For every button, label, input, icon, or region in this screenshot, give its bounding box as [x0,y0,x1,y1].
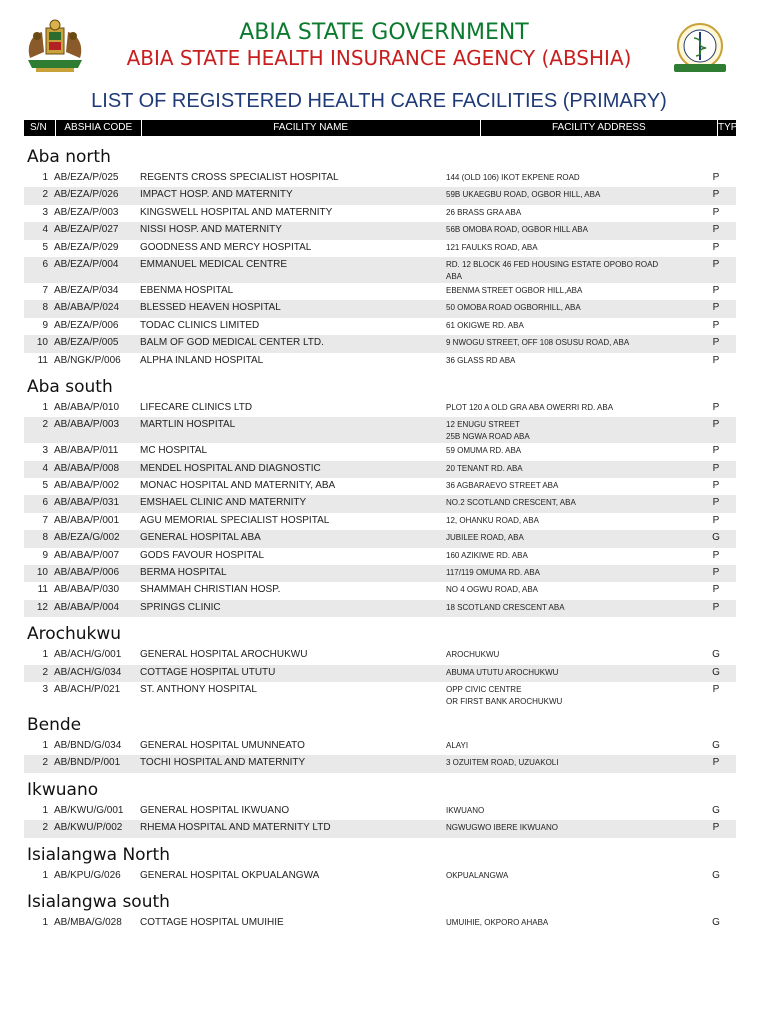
row-facility-address [446,320,696,335]
row-sn: 1 [42,739,48,751]
address-line: 56B OMOBA ROAD, OGBOR HILL ABA [446,225,588,235]
row-facility-address [446,740,696,755]
row-type: P [712,172,720,183]
table-row [24,417,736,443]
address-line: NO.2 SCOTLAND CRESCENT, ABA [446,498,576,508]
table-row [24,600,736,617]
row-facility-name: MC HOSPITAL [140,445,208,457]
row-facility-name: BALM OF GOD MEDICAL CENTER LTD. [140,337,324,349]
row-type: P [712,319,720,331]
row-facility-address [446,567,696,582]
section-title: Bende [27,714,82,735]
row-facility-name: KINGSWELL HOSPITAL AND MATERNITY [140,206,333,218]
row-code: AB/EZA/G/002 [54,532,120,544]
facilities-table [24,140,736,932]
row-code: AB/NGK/P/006 [54,354,121,366]
address-line: 12, OHANKU ROAD, ABA [446,515,539,525]
row-facility-name: GENERAL HOSPITAL IKWUANO [140,804,290,816]
row-sn: 2 [42,822,48,834]
address-line: 50 OMOBA ROAD OGBORHILL, ABA [446,303,581,313]
row-code: AB/EZA/P/003 [54,206,119,218]
table-row [24,820,736,837]
row-type: P [712,757,720,769]
row-facility-name: MENDEL HOSPITAL AND DIAGNOSTIC [140,462,321,474]
row-sn: 6 [42,258,48,270]
address-line: 160 AZIKIWE RD. ABA [446,550,528,560]
row-type: G [712,532,720,544]
row-code: AB/ABA/P/010 [54,401,120,413]
address-line: IKWUANO [446,805,485,815]
row-sn: 1 [42,804,48,816]
column-header-code: ABSHIA CODE [56,120,142,136]
column-header-address: FACILITY ADDRESS [481,120,718,136]
row-type: P [712,584,720,596]
row-type: G [712,666,720,678]
section-title: Ikwuano [27,779,99,800]
row-sn: 1 [42,401,48,413]
row-code: AB/KWU/P/002 [54,822,123,834]
row-sn: 11 [37,584,48,596]
row-facility-address [446,550,696,565]
row-facility-name: TOCHI HOSPITAL AND MATERNITY [140,757,306,769]
address-line: 36 GLASS RD ABA [446,355,516,365]
address-line: 61 OKIGWE RD. ABA [446,320,524,330]
table-row [24,353,736,370]
row-facility-address [446,822,696,837]
row-facility-address [446,172,696,187]
row-type: G [712,739,720,751]
row-code: AB/KPU/G/026 [54,869,121,881]
row-type: P [712,567,720,579]
table-row [24,222,736,239]
row-facility-address [446,584,696,599]
address-line: 36 AGBARAEVO STREET ABA [446,481,559,491]
address-line: OR FIRST BANK AROCHUKWU [446,696,563,706]
address-line: 25B NGWA ROAD ABA [446,432,530,442]
row-code: AB/ABA/P/024 [54,302,120,314]
column-header-sn: S/N [24,120,56,136]
table-row [24,443,736,460]
row-type: P [712,224,720,236]
row-facility-address [446,602,696,617]
row-code: AB/EZA/P/025 [54,172,119,183]
row-type: P [712,354,720,366]
section-title: Isialangwa south [27,891,170,912]
row-type: P [712,683,720,695]
row-sn: 1 [42,172,48,183]
table-row [24,682,736,708]
table-row [24,187,736,204]
row-facility-name: GENERAL HOSPITAL UMUNNEATO [140,739,305,751]
address-line: RD. 12 BLOCK 46 FED HOUSING ESTATE OPOBO ROAD [446,259,659,269]
address-line: ABA [446,271,463,281]
address-line: OPP CIVIC CENTRE [446,684,522,694]
row-facility-name: MONAC HOSPITAL AND MATERNITY, ABA [140,480,336,492]
row-type: P [712,401,720,413]
row-type: P [712,258,720,270]
table-row [24,257,736,283]
row-type: G [712,869,720,881]
address-line: ALAYI [446,740,469,750]
row-sn: 3 [42,445,48,457]
row-type: G [712,916,720,928]
table-row [24,530,736,547]
table-row [24,513,736,530]
row-code: AB/ABA/P/003 [54,419,120,431]
row-facility-address [446,532,696,547]
table-row [24,915,736,932]
address-line: UMUIHIE, OKPORO AHABA [446,917,549,927]
row-sn: 12 [36,601,48,613]
row-facility-address [446,242,696,257]
table-row [24,647,736,664]
address-line: OKPUALANGWA [446,870,509,880]
row-facility-address [446,480,696,495]
row-facility-name: ALPHA INLAND HOSPITAL [140,354,264,366]
row-code: AB/ABA/P/031 [54,497,120,509]
row-facility-address [446,224,696,239]
row-facility-address [446,355,696,370]
row-facility-name: SPRINGS CLINIC [140,601,221,613]
row-code: AB/ABA/P/011 [54,445,119,457]
row-sn: 7 [42,514,48,526]
agency-title: ABIA STATE HEALTH INSURANCE AGENCY (ABSHIA) [126,46,632,70]
row-sn: 9 [42,549,48,561]
row-facility-name: BLESSED HEAVEN HOSPITAL [140,302,281,314]
table-row [24,283,736,300]
table-row [24,300,736,317]
address-line: 144 (OLD 106) IKOT EKPENE ROAD [446,173,580,182]
address-line: 20 TENANT RD. ABA [446,463,523,473]
row-sn: 8 [42,302,48,314]
address-line: 3 OZUITEM ROAD, UZUAKOLI [446,758,559,768]
row-facility-address [446,515,696,530]
row-facility-address [446,189,696,204]
address-line: AROCHUKWU [446,650,500,660]
row-type: P [712,241,720,253]
row-sn: 3 [42,683,48,695]
row-code: AB/EZA/P/026 [54,189,119,201]
row-facility-address [446,497,696,512]
row-type: G [712,804,720,816]
address-line: 121 FAULKS ROAD, ABA [446,242,538,252]
government-title: ABIA STATE GOVERNMENT [239,20,529,45]
address-line: 117/119 OMUMA RD. ABA [446,568,540,578]
row-facility-address [446,259,696,283]
address-line: NGWUGWO IBERE IKWUANO [446,823,558,833]
row-sn: 1 [42,869,48,881]
row-facility-address [446,870,696,885]
column-header-name: FACILITY NAME [142,120,481,136]
table-row [24,461,736,478]
row-facility-name: GENERAL HOSPITAL AROCHUKWU [140,649,308,661]
address-line: NO 4 OGWU ROAD, ABA [446,585,539,595]
address-line: 18 SCOTLAND CRESCENT ABA [446,602,565,612]
row-type: P [712,419,720,431]
row-facility-name: LIFECARE CLINICS LTD [140,401,253,413]
row-facility-name: GOODNESS AND MERCY HOSPITAL [140,241,312,253]
row-facility-name: BERMA HOSPITAL [140,567,227,579]
table-row [24,240,736,257]
address-line: 59 OMUMA RD. ABA [446,446,522,456]
table-row [24,400,736,417]
row-type: P [712,206,720,218]
row-type: P [712,189,720,201]
column-header-type: TYPE [718,122,745,133]
table-row [24,582,736,599]
row-facility-name: ST. ANTHONY HOSPITAL [140,683,257,695]
table-row [24,738,736,755]
row-type: P [712,302,720,314]
address-line: 59B UKAEGBU ROAD, OGBOR HILL, ABA [446,190,601,200]
table-row [24,565,736,582]
row-sn: 3 [42,206,48,218]
row-sn: 11 [37,354,48,366]
row-facility-address [446,667,696,682]
row-code: AB/ABA/P/004 [54,601,120,613]
row-sn: 1 [42,916,48,928]
section-title: Aba north [27,147,111,167]
row-code: AB/EZA/P/006 [54,319,119,331]
row-facility-address [446,419,696,443]
row-facility-address [446,285,696,300]
row-facility-name: EMMANUEL MEDICAL CENTRE [140,258,288,270]
table-row [24,495,736,512]
row-facility-address [446,445,696,460]
row-facility-address [446,805,696,820]
row-facility-name: GENERAL HOSPITAL ABA [140,532,261,544]
row-code: AB/ACH/G/001 [54,649,122,661]
row-code: AB/ABA/P/006 [54,567,120,579]
section-title: Isialangwa North [27,844,170,865]
row-type: P [712,601,720,613]
row-code: AB/ABA/P/002 [54,480,120,492]
row-code: AB/ACH/P/021 [54,683,121,695]
row-sn: 2 [42,419,48,431]
document-header [0,0,768,120]
table-row [24,868,736,885]
row-code: AB/ABA/P/030 [54,584,120,596]
row-facility-name: REGENTS CROSS SPECIALIST HOSPITAL [140,172,339,183]
row-type: P [712,497,720,509]
table-row [24,170,736,187]
row-facility-address [446,757,696,772]
row-sn: 5 [42,241,48,253]
row-sn: 2 [42,189,48,201]
list-title: LIST OF REGISTERED HEALTH CARE FACILITIES (PRIMARY) [91,90,667,112]
row-facility-name: RHEMA HOSPITAL AND MATERNITY LTD [140,822,331,834]
abshia-seal-icon [666,20,734,76]
address-line: 9 NWOGU STREET, OFF 108 OSUSU ROAD, ABA [446,338,630,348]
row-sn: 6 [42,497,48,509]
row-sn: 10 [36,337,48,349]
row-code: AB/BND/P/001 [54,757,121,769]
table-row [24,335,736,352]
row-code: AB/EZA/P/004 [54,258,119,270]
row-sn: 10 [36,567,48,579]
table-row [24,478,736,495]
row-facility-name: AGU MEMORIAL SPECIALIST HOSPITAL [140,514,330,526]
address-line: 26 BRASS GRA ABA [446,207,522,217]
row-facility-address [446,649,696,664]
address-line: JUBILEE ROAD, ABA [446,533,524,543]
row-sn: 5 [42,480,48,492]
row-facility-name: IMPACT HOSP. AND MATERNITY [140,189,293,201]
row-code: AB/ABA/P/007 [54,549,120,561]
table-row [24,548,736,565]
row-sn: 8 [42,532,48,544]
address-line: EBENMA STREET OGBOR HILL,ABA [446,285,583,295]
row-code: AB/MBA/G/028 [54,916,122,928]
row-facility-name: COTTAGE HOSPITAL UMUIHIE [140,916,284,928]
row-sn: 1 [42,649,48,661]
row-type: P [712,514,720,526]
address-line: 12 ENUGU STREET [446,420,520,430]
row-type: P [712,822,720,834]
row-facility-name: COTTAGE HOSPITAL UTUTU [140,666,276,678]
table-row [24,318,736,335]
row-facility-name: GENERAL HOSPITAL OKPUALANGWA [140,869,320,881]
row-code: AB/BND/G/034 [54,739,122,751]
row-sn: 4 [42,224,48,236]
row-code: AB/EZA/P/034 [54,284,119,296]
row-sn: 9 [42,319,48,331]
row-sn: 2 [42,757,48,769]
row-facility-name: EMSHAEL CLINIC AND MATERNITY [140,497,307,509]
section-title: Arochukwu [27,624,122,645]
row-facility-name: MARTLIN HOSPITAL [140,419,236,431]
table-row [24,665,736,682]
row-facility-address [446,463,696,478]
row-sn: 4 [42,462,48,474]
row-code: AB/EZA/P/029 [54,241,119,253]
row-sn: 7 [42,284,48,296]
row-facility-name: GODS FAVOUR HOSPITAL [140,549,265,561]
row-type: G [712,649,720,661]
row-code: AB/ABA/P/001 [54,514,120,526]
row-facility-name: SHAMMAH CHRISTIAN HOSP. [140,584,281,596]
row-type: P [712,480,720,492]
row-type: P [712,549,720,561]
row-facility-address [446,684,696,708]
row-type: P [712,337,720,349]
row-code: AB/KWU/G/001 [54,804,124,816]
row-type: P [712,445,720,457]
row-facility-address [446,337,696,352]
table-header [24,120,745,136]
row-type: P [712,284,720,296]
row-facility-name: EBENMA HOSPITAL [140,284,234,296]
row-code: AB/EZA/P/005 [54,337,119,349]
row-facility-name: NISSI HOSP. AND MATERNITY [140,224,282,236]
row-code: AB/EZA/P/027 [54,224,119,236]
address-line: PLOT 120 A OLD GRA ABA OWERRI RD. ABA [446,402,614,412]
table-row [24,755,736,772]
row-code: AB/ACH/G/034 [54,666,122,678]
row-facility-address [446,302,696,317]
row-facility-name: TODAC CLINICS LIMITED [140,319,260,331]
table-row [24,803,736,820]
row-type: P [712,462,720,474]
row-facility-address [446,402,696,417]
section-title: Aba south [27,376,113,397]
address-line: ABUMA UTUTU AROCHUKWU [446,667,559,677]
row-facility-address [446,917,696,932]
row-sn: 2 [42,666,48,678]
row-facility-address [446,207,696,222]
row-code: AB/ABA/P/008 [54,462,120,474]
table-row [24,205,736,222]
